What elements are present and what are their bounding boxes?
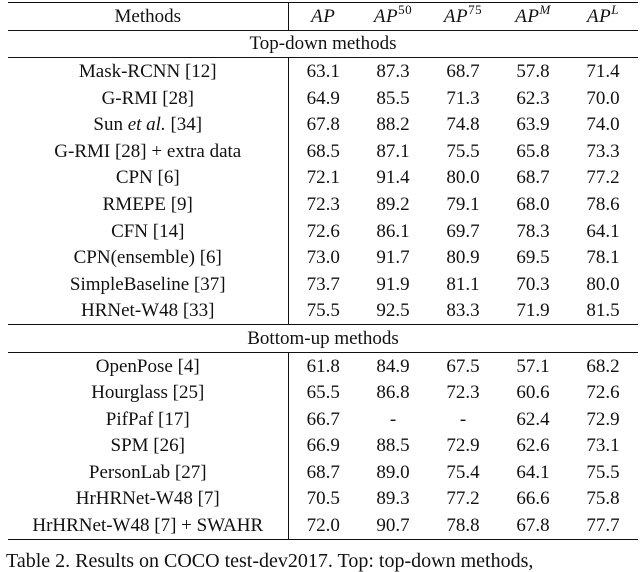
header-row <box>8 3 638 31</box>
value-apm: 70.3 <box>516 273 550 295</box>
value-ap75: 67.5 <box>446 355 480 377</box>
value-ap: 72.3 <box>306 193 340 215</box>
value-apl: 73.1 <box>586 435 620 457</box>
value-ap50: 86.1 <box>376 220 410 242</box>
table-row <box>8 165 638 192</box>
value-ap50: 89.3 <box>376 488 410 510</box>
value-ap: 61.8 <box>306 355 340 377</box>
section-title: Top-down methods <box>8 30 638 58</box>
value-apl: 73.3 <box>586 140 620 162</box>
method-name: Mask-RCNN [12] <box>8 58 288 85</box>
value-ap: 68.7 <box>306 461 340 483</box>
header-apm: $AP^M$ <box>498 3 568 31</box>
value-apl: 77.2 <box>586 167 620 189</box>
header-ap50: AP$^{50}$ <box>358 3 428 31</box>
value-ap50: 91.9 <box>376 273 410 295</box>
value-ap: 73.0 <box>306 247 340 269</box>
table-row <box>8 406 638 433</box>
value-apm: 78.3 <box>516 220 550 242</box>
value-ap: 67.8 <box>306 114 340 136</box>
value-ap: 64.9 <box>306 87 340 109</box>
method-name: OpenPose [4] <box>8 352 288 379</box>
value-apm: 63.9 <box>516 114 550 136</box>
method-name: HrHRNet-W48 [7] + SWAHR <box>8 512 288 539</box>
value-ap75: 68.7 <box>446 60 480 82</box>
method-name: HRNet-W48 [33] <box>8 298 288 325</box>
method-name: RMEPE [9] <box>8 191 288 218</box>
value-ap: 72.6 <box>306 220 340 242</box>
value-ap50: 87.3 <box>376 60 410 82</box>
value-ap75: 80.9 <box>446 247 480 269</box>
value-apl: 81.5 <box>586 300 620 322</box>
table-row <box>8 244 638 271</box>
value-apl: 78.6 <box>586 193 620 215</box>
value-apm: 69.5 <box>516 247 550 269</box>
value-ap: 68.5 <box>306 140 340 162</box>
value-apm: 64.1 <box>516 461 550 483</box>
value-apl: 72.9 <box>586 408 620 430</box>
value-apl: 68.2 <box>586 355 620 377</box>
value-ap50: - <box>389 408 397 430</box>
method-name: PifPaf [17] <box>8 406 288 433</box>
value-ap50: 86.8 <box>376 382 410 404</box>
value-ap50: 92.5 <box>376 300 410 322</box>
value-ap50: 91.7 <box>376 247 410 269</box>
value-apl: 77.7 <box>568 512 638 539</box>
method-name: SimpleBaseline [37] <box>8 271 288 298</box>
value-ap75: 77.2 <box>446 488 480 510</box>
value-ap50: 87.1 <box>376 140 410 162</box>
value-ap75: 74.8 <box>446 114 480 136</box>
value-ap75: 81.1 <box>446 273 480 295</box>
table-row <box>8 218 638 245</box>
method-name: G-RMI [28] <box>8 85 288 112</box>
method-name: CPN(ensemble) [6] <box>8 244 288 271</box>
table-row <box>8 138 638 165</box>
method-name: CPN [6] <box>8 165 288 192</box>
section-title: Bottom-up methods <box>8 325 638 353</box>
value-apm: 62.3 <box>516 87 550 109</box>
value-ap: 72.1 <box>306 167 340 189</box>
value-apm: 71.9 <box>516 300 550 322</box>
table-row <box>8 191 638 218</box>
value-apl: 70.0 <box>586 87 620 109</box>
value-ap75: 75.5 <box>446 140 480 162</box>
value-apm: 57.8 <box>516 60 550 82</box>
value-apl: 64.1 <box>586 220 620 242</box>
value-ap75: 72.9 <box>446 435 480 457</box>
value-ap75: 72.3 <box>446 382 480 404</box>
value-apl: 75.5 <box>586 461 620 483</box>
value-apm: 65.8 <box>516 140 550 162</box>
method-name: PersonLab [27] <box>8 459 288 486</box>
table-row <box>8 271 638 298</box>
table-row-highlight <box>8 512 638 539</box>
value-ap75: 69.7 <box>446 220 480 242</box>
header-apl: $AP^L$ <box>568 3 638 31</box>
results-table <box>8 2 638 540</box>
value-ap50: 91.4 <box>376 167 410 189</box>
table-row <box>8 433 638 460</box>
method-name: SPM [26] <box>8 433 288 460</box>
value-apm: 68.7 <box>516 167 550 189</box>
method-name: HrHRNet-W48 [7] <box>8 486 288 513</box>
section-header-bottomup <box>8 325 638 353</box>
value-ap: 70.5 <box>306 488 340 510</box>
header-ap75: AP$^{75}$ <box>428 3 498 31</box>
value-ap: 72.0 <box>288 512 358 539</box>
value-apm: 67.8 <box>498 512 568 539</box>
value-ap: 73.7 <box>306 273 340 295</box>
value-ap75: 75.4 <box>446 461 480 483</box>
table-row <box>8 459 638 486</box>
method-name: G-RMI [28] + extra data <box>8 138 288 165</box>
value-ap: 66.9 <box>306 435 340 457</box>
value-ap: 75.5 <box>306 300 340 322</box>
value-ap75: 79.1 <box>446 193 480 215</box>
value-ap: 66.7 <box>306 408 340 430</box>
value-ap50: 84.9 <box>376 355 410 377</box>
value-apl: 71.4 <box>586 60 620 82</box>
value-apm: 66.6 <box>516 488 550 510</box>
value-apl: 72.6 <box>586 382 620 404</box>
value-apl: 78.1 <box>586 247 620 269</box>
table-row <box>8 352 638 379</box>
value-ap: 63.1 <box>306 60 340 82</box>
table-row <box>8 486 638 513</box>
value-ap50: 90.7 <box>358 512 428 539</box>
value-ap75: 80.0 <box>446 167 480 189</box>
value-ap50: 89.0 <box>376 461 410 483</box>
value-apl: 75.8 <box>586 488 620 510</box>
method-name: CFN [14] <box>8 218 288 245</box>
value-ap50: 89.2 <box>376 193 410 215</box>
table-row <box>8 58 638 85</box>
value-apm: 57.1 <box>516 355 550 377</box>
value-ap75: 78.8 <box>428 512 498 539</box>
value-apl: 80.0 <box>586 273 620 295</box>
value-ap75: - <box>459 408 467 430</box>
method-name: Sun et al. [34] <box>8 111 288 138</box>
value-ap50: 85.5 <box>376 87 410 109</box>
section-header-topdown <box>8 30 638 58</box>
value-apm: 62.6 <box>516 435 550 457</box>
table-row <box>8 298 638 325</box>
value-apm: 62.4 <box>516 408 550 430</box>
value-ap75: 71.3 <box>446 87 480 109</box>
method-name: Hourglass [25] <box>8 379 288 406</box>
header-methods: Methods <box>8 3 288 31</box>
value-ap75: 83.3 <box>446 300 480 322</box>
table-row <box>8 111 638 138</box>
table-row <box>8 85 638 112</box>
value-apm: 60.6 <box>516 382 550 404</box>
value-ap: 65.5 <box>306 382 340 404</box>
value-apl: 74.0 <box>586 114 620 136</box>
value-ap50: 88.2 <box>376 114 410 136</box>
header-ap: AP <box>288 3 358 31</box>
table-row <box>8 379 638 406</box>
value-apm: 68.0 <box>516 193 550 215</box>
value-ap50: 88.5 <box>376 435 410 457</box>
table-caption: Table 2. Results on COCO test-dev2017. Top: top-down methods, <box>6 550 534 572</box>
